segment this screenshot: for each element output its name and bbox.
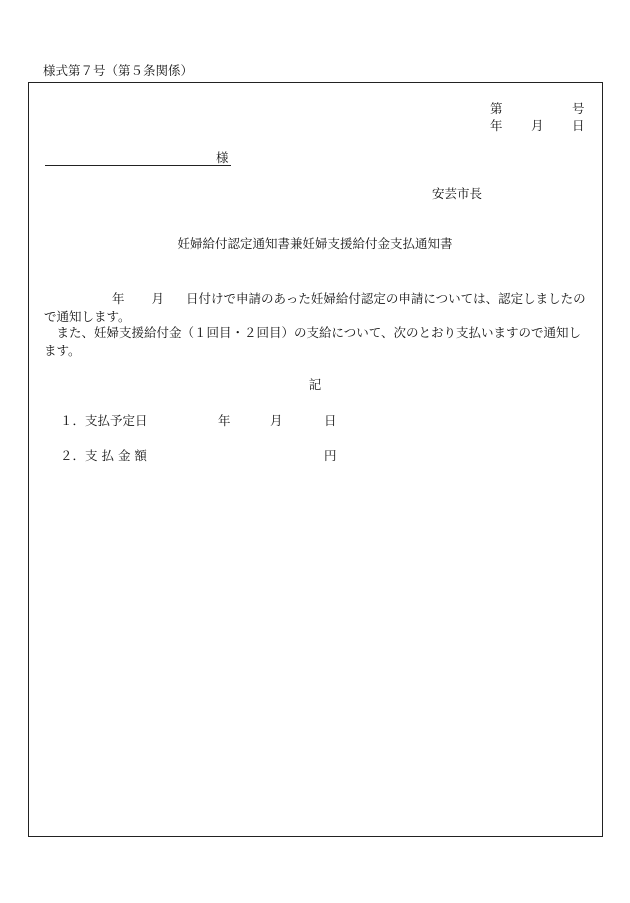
- p1-text: 日付けで申請のあった妊婦給付認定の申請については、認定しましたので通知します。: [44, 291, 586, 324]
- p1-month: 月: [151, 291, 165, 306]
- document-title: 妊婦給付認定通知書兼妊婦支援給付金支払通知書: [177, 236, 453, 251]
- p2-text: また、妊婦支援給付金（１回目・２回目）の支給について、次のとおり支払いますので通知します。: [44, 325, 582, 358]
- date-month: 月: [531, 118, 544, 133]
- recipient-name-line: [45, 165, 231, 166]
- recipient-honorific: 様: [216, 150, 229, 165]
- item-unit: 円: [324, 448, 337, 463]
- paragraph-approval: [44, 290, 590, 326]
- item-month: 月: [270, 413, 283, 428]
- date-year: 年: [490, 118, 503, 133]
- paragraph-payment: [44, 324, 590, 360]
- p1-year: 年: [112, 291, 125, 306]
- item-year: 年: [218, 413, 231, 428]
- issuer: 安芸市長: [432, 186, 483, 201]
- number-suffix: 号: [572, 101, 585, 116]
- form-number-label: 様式第７号（第５条関係）: [43, 63, 194, 78]
- ki-heading: 記: [308, 377, 322, 392]
- number-prefix: 第: [490, 101, 503, 116]
- item-label: １．支払予定日: [60, 413, 148, 428]
- item-day: 日: [324, 413, 337, 428]
- date-day: 日: [572, 118, 585, 133]
- item-label: ２．支 払 金 額: [60, 448, 147, 463]
